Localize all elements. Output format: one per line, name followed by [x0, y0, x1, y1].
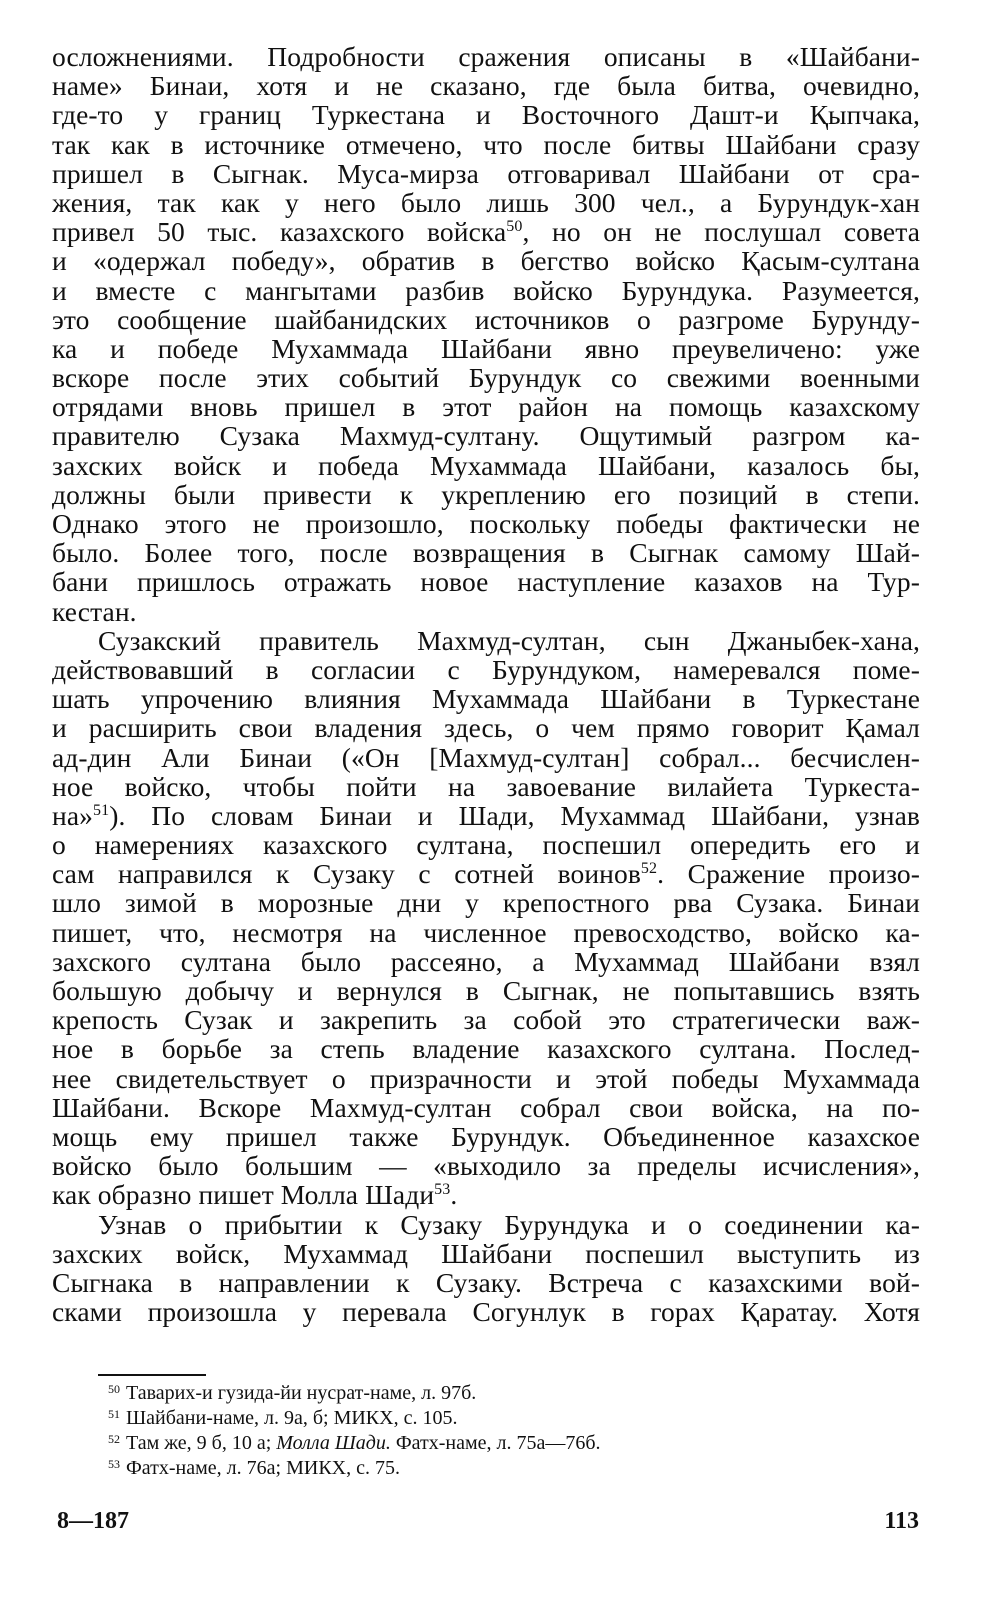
text-segment: ). По словам Бинаи и Шади, Мухаммад Шайбани, узнав	[109, 799, 920, 831]
text-segment: привел 50 тыс. казахского войска	[52, 216, 507, 248]
footnote-number: 50	[108, 1382, 120, 1396]
text-line: кестан.	[52, 595, 137, 627]
text-line: правителю Сузака Махмуд-султану. Ощутимый разгром ка-	[52, 420, 920, 452]
footnote-ref-52[interactable]: 52	[640, 860, 658, 878]
footnote	[108, 1431, 908, 1456]
text-segment: . Сражение произо-	[657, 858, 920, 890]
footnote	[108, 1406, 908, 1431]
text-line: крепость Сузак и закрепить за собой это стратегически важ-	[52, 1004, 920, 1036]
footnote-text: Там же, 9 б, 10 а;	[126, 1432, 277, 1454]
text-line: это сообщение шайбанидских источников о разгроме Бурунду-	[52, 303, 920, 335]
text-line	[52, 859, 920, 888]
text-line: шать упрочению влияния Мухаммада Шайбани в Туркестане	[52, 683, 920, 715]
footnote-separator	[98, 1374, 206, 1376]
footnote-author: Молла Шади.	[276, 1432, 391, 1454]
text-line: действовавший в согласии с Бурундуком, намеревался поме-	[52, 653, 920, 685]
text-line: о намерениях казахского султана, поспешил опередить его и	[52, 829, 920, 861]
footnote-number: 52	[108, 1432, 120, 1446]
text-line: Шайбани. Вскоре Махмуд-султан собрал свои войска, на по-	[52, 1091, 920, 1123]
text-segment: , но он не послушал совета	[522, 216, 920, 248]
page-footer	[57, 1508, 919, 1542]
printer-signature: 8—187	[57, 1508, 129, 1534]
text-line: ное войско, чтобы пойти на завоевание вилайета Туркеста-	[52, 770, 920, 802]
text-line: шло зимой в морозные дни у крепостного рва Сузака. Бинаи	[52, 887, 920, 919]
text-line: вскоре после этих событий Бурундук со свежими военными	[52, 362, 920, 394]
text-line: большую добычу и вернулся в Сыгнак, не попытавшись взять	[52, 975, 920, 1006]
text-line: пишет, что, несмотря на численное превосходство, войско ка-	[52, 916, 920, 948]
footnote	[108, 1456, 908, 1481]
text-segment: как образно пишет Молла Шади	[52, 1179, 435, 1211]
text-line: ка и победе Мухаммада Шайбани явно преувеличено: уже	[52, 332, 920, 364]
footnotes	[108, 1381, 908, 1481]
text-line: осложнениями. Подробности сражения описаны в «Шайбани-	[52, 41, 920, 72]
text-line	[52, 1180, 920, 1209]
text-line: захских войск, Мухаммад Шайбани поспешил выступить из	[52, 1237, 920, 1269]
text-line: захского султана было рассеяно, а Мухаммад Шайбани взял	[52, 945, 920, 977]
footnote-text: Фатх-наме, л. 75а—76б.	[390, 1432, 601, 1454]
footnote-text: Фатх-наме, л. 76а; МИКХ, с. 75.	[126, 1457, 400, 1479]
page-number: 113	[884, 1508, 919, 1534]
footnote-ref-53[interactable]: 53	[434, 1181, 451, 1199]
text-line: ад-дин Али Бинаи («Он [Махмуд-султан] собрал... бесчислен-	[52, 741, 920, 773]
text-line: захских войск и победа Мухаммада Шайбани, казалось бы,	[52, 449, 920, 481]
text-line: мощь ему пришел также Бурундук. Объединенное казахское	[52, 1120, 920, 1152]
text-line: должны были привести к укреплению его позиций в степи.	[52, 478, 920, 510]
text-line: сками произошла у перевала Согунлук в горах Қаратау. Хотя	[52, 1296, 920, 1328]
footnote-ref-51[interactable]: 51	[92, 801, 110, 819]
text-line: войско было большим — «выходило за пределы исчисления»,	[52, 1150, 920, 1182]
text-line: Сыгнака в направлении к Сузаку. Встреча с казахскими вой-	[52, 1266, 920, 1298]
text-line: бани пришлось отражать новое наступление казахов на Тур-	[52, 566, 920, 598]
text-line: и вместе с мангытами разбив войско Бурундука. Разумеется,	[52, 274, 920, 306]
text-line: ное в борьбе за степь владение казахского султана. Послед-	[52, 1033, 920, 1065]
text-segment: .	[450, 1179, 458, 1211]
text-line: отрядами вновь пришел в этот район на помощь казахскому	[52, 391, 920, 423]
text-line	[52, 801, 920, 830]
footnote-text: Таварих-и гузида-йи нусрат-наме, л. 97б.	[126, 1382, 477, 1404]
footnote	[108, 1381, 908, 1406]
text-line: и «одержал победу», обратив в бегство войско Қасым-султана	[52, 245, 920, 277]
text-line: так как в источнике отмечено, что после битвы Шайбани сразу	[52, 128, 920, 160]
text-line: где-то у границ Туркестана и Восточного Дашт-и Қыпчака,	[52, 99, 920, 131]
text-line	[52, 217, 920, 246]
text-line: Однако этого не произошло, поскольку победы фактически не	[52, 508, 920, 539]
text-line: жения, так как у него было лишь 300 чел., а Бурундук-хан	[52, 186, 920, 218]
footnote-text: Шайбани-наме, л. 9а, б; МИКХ, с. 105.	[126, 1407, 458, 1429]
text-segment: на»	[52, 799, 93, 831]
text-line: наме» Бинаи, хотя и не сказано, где была битва, очевидно,	[52, 70, 920, 102]
body-text	[52, 42, 920, 1326]
text-line: нее свидетельствует о призрачности и этой победы Мухаммада	[52, 1062, 920, 1094]
footnote-number: 53	[108, 1457, 120, 1471]
text-line: пришел в Сыгнак. Муса-мирза отговаривал Шайбани от сра-	[52, 157, 920, 189]
footnote-number: 51	[108, 1407, 120, 1421]
text-line: Сузакский правитель Махмуд-султан, сын Джаныбек-хана,	[98, 624, 920, 656]
text-line: Узнав о прибытии к Сузаку Бурундука и о соединении ка-	[98, 1208, 920, 1240]
text-segment: сам направился к Сузаку с сотней воинов	[52, 858, 641, 890]
footnote-ref-50[interactable]: 50	[506, 218, 523, 236]
text-line: было. Более того, после возвращения в Сыгнак самому Шай-	[52, 537, 920, 569]
text-line: и расширить свои владения здесь, о чем прямо говорит Қамал	[52, 712, 920, 744]
